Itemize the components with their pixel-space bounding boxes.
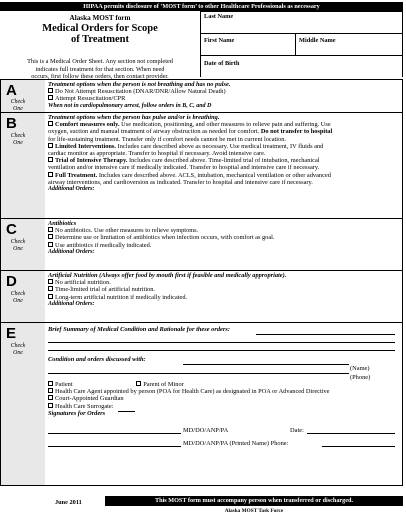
checkbox[interactable] — [136, 381, 141, 386]
section-d-option-trial[interactable] — [48, 286, 401, 293]
date-line[interactable] — [307, 433, 395, 434]
section-e-options — [48, 381, 401, 417]
section-b — [0, 112, 403, 218]
section-a-letter-column — [0, 80, 45, 112]
form-title-line1: Medical Orders for Scope — [42, 23, 158, 34]
checkbox[interactable] — [48, 95, 53, 100]
checkbox[interactable] — [48, 157, 53, 162]
section-a-option-cpr[interactable] — [48, 95, 401, 102]
patient-info-box — [200, 11, 403, 77]
checkbox[interactable] — [48, 403, 53, 408]
section-a-note: When not in cardiopulmonary arrest, follow orders in B, C, and D — [48, 102, 212, 109]
check-text: Check — [10, 291, 26, 297]
signature-1-credential: MD/DO/ANP/PA — [183, 427, 229, 434]
option-label: Patient — [55, 381, 73, 388]
option-text: Includes care described above. Time-limited trial of intubation, mechanical — [128, 157, 320, 165]
option-text: oxygen, suction and manual treatment of airway obstruction as needed for comfort. — [48, 128, 260, 136]
discussed-phone-line[interactable] — [48, 373, 349, 374]
one-text: One — [13, 105, 23, 112]
checkbox[interactable] — [48, 172, 53, 177]
section-b-option-limited[interactable] — [48, 143, 401, 150]
phone-line[interactable] — [322, 446, 395, 447]
option-label: Parent of Minor — [143, 381, 184, 388]
option-lead: Comfort measures only. — [55, 121, 120, 129]
section-b-heading: Treatment options when the person has pulse and/or is breathing. — [48, 114, 220, 121]
section-c-additional-orders[interactable]: Additional Orders: — [48, 248, 95, 255]
option-agent[interactable] — [48, 388, 401, 395]
section-a-check-one — [10, 99, 26, 112]
section-d-check-one — [10, 291, 26, 304]
checkbox[interactable] — [48, 242, 53, 247]
intro-line3: occurs, first follow these orders, then contact provider. — [31, 73, 169, 81]
option-guardian[interactable] — [48, 395, 401, 402]
section-b-letter-column — [0, 113, 45, 218]
footer-date: June 2011 — [55, 499, 82, 506]
form-title-block — [0, 11, 200, 81]
checkbox[interactable] — [48, 381, 53, 386]
check-text: Check — [10, 343, 26, 349]
last-name-label: Last Name — [204, 13, 234, 20]
section-e-letter-column — [0, 323, 45, 486]
checkbox[interactable] — [48, 279, 53, 284]
section-b-limited-line2: cardiac monitor as appropriate. Transfer to hospital if necessary. Avoid intensive care. — [48, 150, 266, 158]
section-b-option-trial[interactable] — [48, 157, 401, 164]
dob-label: Date of Birth — [204, 60, 240, 67]
hipaa-banner: HIPAA permits disclosure of ‘MOST form’ to other Healthcare Professionals as necessary — [0, 2, 403, 11]
option-label: Health Care Surrogate: — [55, 402, 114, 410]
section-b-comfort-line2 — [48, 128, 401, 135]
section-a-letter: A — [6, 82, 17, 99]
section-d-option-longterm[interactable] — [48, 294, 401, 301]
section-d-letter: D — [6, 273, 17, 290]
section-b-option-comfort[interactable] — [48, 121, 401, 128]
option-label: Court-Appointed Guardian — [55, 395, 124, 403]
section-d-heading: Artificial Nutrition (Always offer food by mouth first if feasible and medically appropriate). — [48, 272, 287, 279]
one-text: One — [13, 349, 23, 356]
section-d-option-none[interactable] — [48, 279, 401, 286]
section-b-content — [48, 114, 401, 193]
middle-name-label: Middle Name — [299, 37, 336, 44]
section-d-additional-orders[interactable]: Additional Orders: — [48, 300, 95, 307]
section-b-option-full[interactable] — [48, 172, 401, 179]
section-e-relationship-row — [48, 381, 401, 388]
option-parent[interactable] — [136, 381, 184, 388]
footer-notice: This MOST form must accompany person when transferred or discharged. — [105, 496, 403, 506]
option-label: Attempt Resuscitation/CPR — [55, 95, 126, 103]
footer-org: Alaska MOST Task Force — [224, 508, 284, 514]
option-surrogate[interactable] — [48, 403, 401, 410]
intro-line2: indicates full treatment for that section. When need — [35, 65, 165, 73]
section-b-letter: B — [6, 115, 17, 132]
name-label: (Name) — [350, 365, 370, 372]
date-label: Date: — [290, 427, 304, 434]
summary-line-2[interactable] — [48, 342, 395, 343]
checkbox[interactable] — [48, 227, 53, 232]
discussed-label: Condition and orders discussed with: — [48, 356, 146, 363]
section-c-content — [48, 220, 401, 256]
middle-name-field[interactable] — [296, 34, 402, 55]
option-label: No antibiotics. Use other measures to relieve symptoms. — [55, 227, 199, 235]
option-label: Long-term artificial nutrition if medically indicated. — [55, 293, 188, 301]
section-c-check-one — [10, 239, 26, 252]
phone-label: (Phone) — [350, 374, 371, 381]
check-text: Check — [10, 239, 26, 245]
option-text: Includes care described above. ACLS, intubation, mechanical ventilation or other advanced — [98, 171, 331, 179]
first-name-field[interactable] — [201, 34, 296, 55]
checkbox[interactable] — [48, 121, 53, 126]
option-label: Determine use or limitation of antibiotics when infection occurs, with comfort as goal. — [55, 234, 275, 242]
section-c-option-use[interactable] — [48, 242, 401, 249]
form-title — [0, 23, 200, 45]
signature-line-1[interactable] — [48, 433, 181, 434]
checkbox[interactable] — [48, 294, 53, 299]
section-a-content — [48, 81, 401, 110]
section-b-check-one — [10, 133, 26, 146]
section-c-letter: C — [6, 221, 17, 238]
first-name-label: First Name — [204, 37, 235, 44]
option-label: Time-limited trial of artificial nutrition. — [55, 286, 156, 294]
checkbox[interactable] — [48, 388, 53, 393]
section-d-letter-column — [0, 271, 45, 322]
signature-2-credential: MD/DO/ANP/PA (Printed Name) Phone: — [183, 440, 289, 447]
option-patient[interactable] — [48, 381, 73, 388]
form-title-line2: of Treatment — [70, 34, 130, 45]
section-a — [0, 79, 403, 112]
option-label: Use antibiotics if medically indicated. — [55, 241, 152, 249]
summary-line-1[interactable] — [256, 334, 395, 335]
section-c-letter-column — [0, 219, 45, 270]
section-b-full-line2: airway interventions, and cardioversion as indicated. Transfer to hospital and intensive care if necessary. — [48, 178, 313, 186]
check-text: Check — [10, 99, 26, 105]
section-d — [0, 270, 403, 322]
dob-field[interactable] — [201, 56, 402, 78]
form-name: Alaska MOST form — [69, 14, 131, 22]
section-d-content — [48, 272, 401, 308]
section-e-check-one — [10, 343, 26, 356]
option-lead: Full Treatment. — [55, 171, 98, 179]
checkbox[interactable] — [48, 88, 53, 93]
section-e — [0, 322, 403, 486]
summary-line-3[interactable] — [48, 350, 395, 351]
section-c-heading: Antibiotics — [48, 220, 77, 227]
section-a-option-dnar[interactable] — [48, 88, 401, 95]
checkbox[interactable] — [48, 143, 53, 148]
section-c-option-limit[interactable] — [48, 234, 401, 241]
discussed-name-line[interactable] — [183, 364, 349, 365]
section-b-additional-orders[interactable]: Additional Orders: — [48, 186, 95, 193]
checkbox[interactable] — [48, 234, 53, 239]
section-c — [0, 218, 403, 270]
section-e-heading: Brief Summary of Medical Condition and Rationale for these orders: — [48, 326, 230, 333]
option-text: Use medication, positioning, and other measures to relieve pain and suffering. Use — [121, 121, 331, 129]
section-a-heading: Treatment options when the person is not breathing and has no pulse. — [48, 81, 231, 88]
check-text: Check — [10, 133, 26, 139]
option-label: Health Care Agent appointed by person (POA for Health Care) as designated in POA or Advanced Directive — [55, 388, 330, 396]
option-lead: Trial of Intensive Therapy. — [55, 157, 128, 165]
name-row — [201, 34, 402, 56]
signature-line-2[interactable] — [48, 446, 181, 447]
section-c-option-none[interactable] — [48, 227, 401, 234]
intro-line1: This is a Medical Order Sheet. Any section not completed — [27, 58, 173, 65]
option-label: No artificial nutrition. — [55, 279, 111, 287]
checkbox[interactable] — [48, 395, 53, 400]
option-text: Includes care described above as necessary. Use medical treatment, IV fluids and — [117, 142, 324, 150]
one-text: One — [13, 139, 23, 146]
section-b-trial-line2: ventilation and/or intensive care if medically indicated. Transfer to hospital and intensive care if necessary. — [48, 164, 320, 172]
option-emphasis: Do not transfer to hospital — [260, 128, 333, 136]
surrogate-line[interactable] — [118, 411, 135, 412]
intro-text — [2, 58, 198, 81]
section-b-comfort-line3: for life-sustaining treatment. Transfer only if comfort needs cannot be met in current location. — [48, 135, 286, 143]
one-text: One — [13, 245, 23, 252]
last-name-field[interactable] — [201, 12, 402, 34]
one-text: One — [13, 297, 23, 304]
section-e-letter: E — [6, 325, 17, 342]
signatures-label: Signatures for Orders — [48, 409, 106, 417]
option-lead: Limited Interventions. — [55, 142, 116, 150]
option-label: Do Not Attempt Resuscitation (DNAR/DNR/Allow Natural Death) — [55, 88, 226, 96]
checkbox[interactable] — [48, 286, 53, 291]
